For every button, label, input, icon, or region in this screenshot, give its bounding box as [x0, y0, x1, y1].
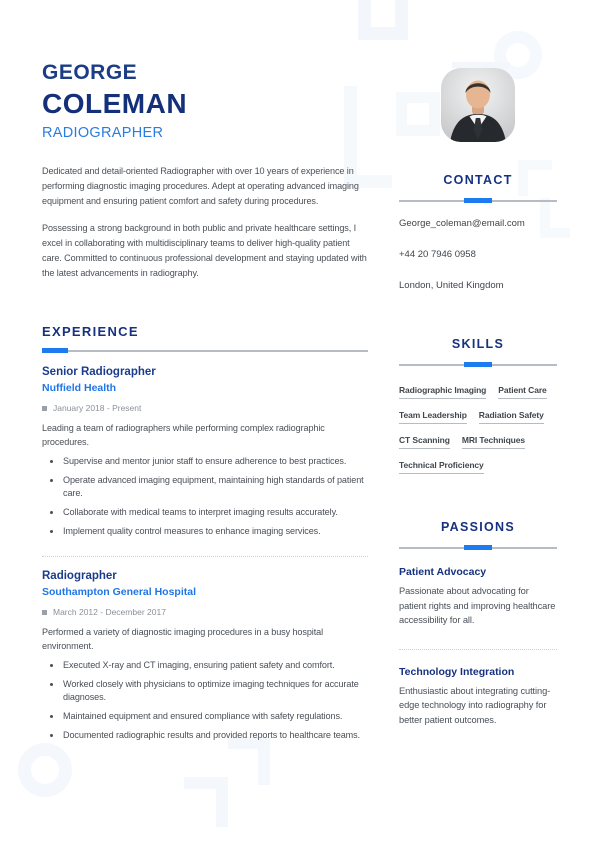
rule-line — [42, 350, 368, 352]
skill-item: Team Leadership — [399, 410, 467, 424]
job-dates: January 2018 - Present — [53, 403, 142, 413]
bullet-item: • Collaborate with medical teams to interpret imaging results accurately. — [62, 506, 368, 519]
passion-text: Passionate about advocating for patient rights and improving healthcare accessibility for all. — [399, 586, 556, 625]
section-heading-passions: PASSIONS — [440, 520, 516, 534]
company-name: Nuffield Health — [42, 382, 117, 394]
rule-accent — [464, 362, 492, 367]
person-avatar — [441, 68, 515, 142]
skill-item: Radiation Safety — [479, 410, 544, 424]
job-description: Performed a variety of diagnostic imaging procedures in a busy hospital environment. — [42, 627, 324, 651]
rule-accent — [464, 198, 492, 203]
section-rule — [399, 198, 557, 203]
section-heading-skills: SKILLS — [451, 337, 505, 351]
contact-email: George_coleman@email.com — [399, 218, 525, 229]
dotted-divider — [399, 649, 557, 650]
dotted-divider — [42, 556, 368, 557]
job-entry — [42, 570, 368, 742]
decor-circle-outline — [18, 743, 72, 797]
name-last: COLEMAN — [42, 88, 188, 119]
company-name: Southampton General Hospital — [42, 586, 197, 598]
section-heading-contact: CONTACT — [443, 173, 513, 187]
skill-item: MRI Techniques — [462, 435, 525, 449]
bullet-item: • Maintained equipment and ensured compliance with safety regulations. — [62, 710, 368, 723]
skill-item: Patient Care — [498, 385, 546, 399]
job-entry — [42, 366, 368, 538]
bullet-item: • Documented radiographic results and provided reports to healthcare teams. — [62, 729, 368, 742]
summary-paragraph: Dedicated and detail-oriented Radiographer with over 10 years of experience in performing diagnostic imaging procedures. Adept at operating advanced imaging equipment and ensuring patient comfort and safety during procedures. — [42, 166, 359, 206]
rule-accent — [42, 348, 68, 353]
contact-location: London, United Kingdom — [399, 280, 504, 291]
skill-item: Technical Proficiency — [399, 460, 484, 474]
job-bullets — [42, 455, 368, 538]
section-rule — [42, 348, 368, 353]
job-dates-row — [42, 403, 368, 413]
section-rule — [399, 362, 557, 367]
section-heading-experience: EXPERIENCE — [42, 324, 139, 339]
calendar-icon — [42, 610, 47, 615]
section-rule — [399, 545, 557, 550]
bullet-item: • Worked closely with physicians to optimize imaging techniques for accurate diagnoses. — [62, 678, 368, 704]
job-dates: March 2012 - December 2017 — [53, 607, 166, 617]
skill-item: CT Scanning — [399, 435, 450, 449]
name-first: GEORGE — [42, 61, 138, 84]
passion-text: Enthusiastic about integrating cutting-edge technology into radiography for better patient outcomes. — [399, 685, 551, 725]
decor-square-outline — [358, 0, 408, 40]
bullet-item: • Executed X-ray and CT imaging, ensuring patient safety and comfort. — [62, 659, 368, 672]
job-bullets — [42, 659, 368, 742]
rule-accent — [464, 545, 492, 550]
passion-title: Patient Advocacy — [399, 566, 487, 578]
bullet-item: • Supervise and mentor junior staff to ensure adherence to best practices. — [62, 455, 368, 468]
skill-item: Radiographic Imaging — [399, 385, 486, 399]
calendar-icon — [42, 406, 47, 411]
summary-paragraph: Possessing a strong background in both public and private healthcare settings, I excel in collaborating with multidisciplinary teams to deliver high-quality patient care. Committed to continuous professional development and staying updated with the latest advancements in radiography. — [42, 223, 367, 278]
job-dates-row — [42, 607, 368, 617]
contact-phone: +44 20 7946 0958 — [399, 249, 476, 260]
skills-list — [399, 385, 557, 474]
job-title: Senior Radiographer — [42, 366, 156, 378]
passion-entry — [399, 566, 557, 628]
job-description: Leading a team of radiographers while performing complex radiographic procedures. — [42, 423, 325, 447]
sidebar-column — [399, 68, 557, 727]
passion-entry — [399, 666, 557, 728]
bullet-item: • Implement quality control measures to enhance imaging services. — [62, 525, 368, 538]
profile-photo — [441, 68, 515, 142]
role-title: RADIOGRAPHER — [42, 125, 164, 141]
main-column — [42, 60, 368, 742]
bullet-item: • Operate advanced imaging equipment, maintaining high standards of patient care. — [62, 474, 368, 500]
decor-corner-bracket — [228, 737, 270, 785]
passion-title: Technology Integration — [399, 665, 515, 678]
job-title: Radiographer — [42, 570, 117, 582]
decor-corner-bracket — [184, 777, 228, 827]
